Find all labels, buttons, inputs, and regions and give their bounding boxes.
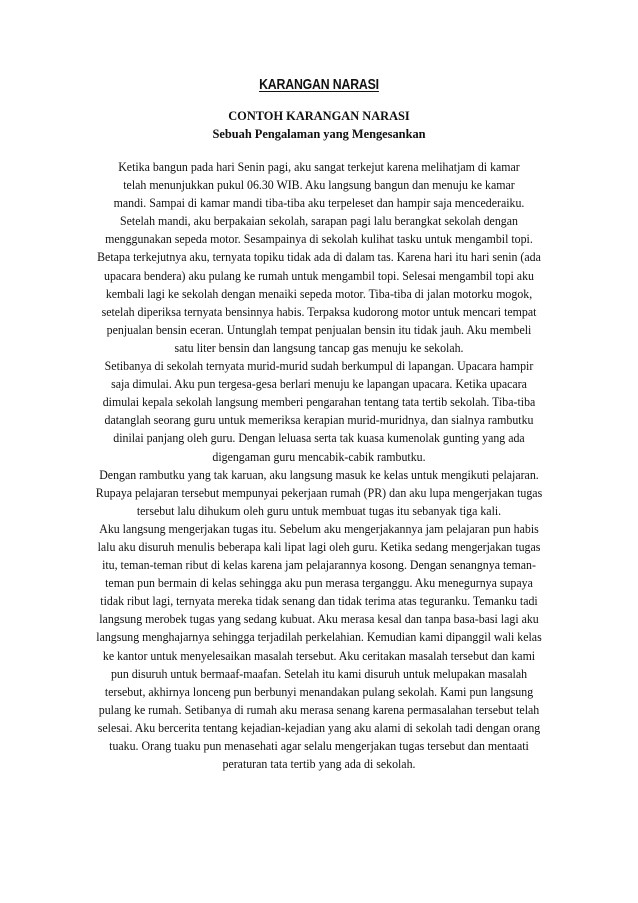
text-line: langsung merobek tugas yang sedang kubuat. Aku merasa kesal dan tanpa basa-basi lagi aku	[99, 612, 539, 627]
text-line: teman pun bermain di kelas sehingga aku pun merasa terganggu. Aku menegurnya supaya	[105, 576, 533, 591]
text-line: ke kantor untuk menyelesaikan masalah tersebut. Aku ceritakan masalah tersebut dan kami	[102, 648, 536, 663]
text-line: saja dimulai. Aku pun tergesa-gesa berlari menuju ke lapangan upacara. Ketika upacara	[111, 377, 527, 392]
text-line: tersebut, akhirnya lonceng pun berbunyi menandakan pulang sekolah. Kami pun langsung	[104, 684, 534, 699]
text-line: menggunakan sepeda motor. Sesampainya di sekolah kulihat tasku untuk mengambil topi.	[105, 232, 533, 247]
narrative-body	[0, 158, 638, 773]
text-line: lalu aku disuruh menulis beberapa kali lipat lagi oleh guru. Ketika sedang mengerjakan tugas	[97, 539, 541, 554]
document-subheading: Sebuah Pengalaman yang Mengesankan	[212, 127, 426, 141]
text-line: pulang ke rumah. Setibanya di rumah aku merasa senang karena permasalahan tersebut telah	[98, 702, 540, 717]
text-line: dinilai panjang oleh guru. Dengan leluasa serta tak kuasa kumenolak gunting yang ada	[113, 431, 525, 446]
text-line: tidak ribut lagi, ternyata mereka tidak senang dan tidak terima atas teguranku. Temanku tadi	[100, 594, 538, 609]
text-line: mandi. Sampai di kamar mandi tiba-tiba aku terpeleset dan hampir saja mencederaiku.	[113, 196, 525, 211]
text-line: Aku langsung mengerjakan tugas itu. Sebelum aku mengerjakannya jam pelajaran pun habis	[99, 521, 539, 536]
text-line: kembali lagi ke sekolah dengan menaiki sepeda motor. Tiba-tiba di jalan motorku mogok,	[105, 286, 533, 301]
document-subtitle: CONTOH KARANGAN NARASI	[228, 109, 410, 123]
text-line: Dengan rambutku yang tak karuan, aku langsung masuk ke kelas untuk mengikuti pelajaran.	[99, 467, 539, 482]
text-line: digengaman guru mencabik-cabik rambutku.	[212, 449, 426, 464]
text-line: tuaku. Orang tuaku pun menasehati agar selalu mengerjakan tugas tersebut dan mentaati	[109, 739, 529, 753]
text-line: Ketika bangun pada hari Senin pagi, aku sangat terkejut karena melihatjam di kamar	[118, 160, 520, 174]
text-line: datanglah seorang guru untuk memeriksa kerapian murid-muridnya, dan sialnya rambutku	[104, 413, 534, 428]
text-line: dimulai kepala sekolah langsung memberi pengarahan tentang tata tertib sekolah. Tiba-tiba	[102, 395, 536, 410]
text-line: penjualan bensin eceran. Untunglah tempat penjualan bensin itu tidak jauh. Aku membeli	[106, 322, 532, 337]
text-line: upacara bendera) aku pulang ke rumah untuk mengambil topi. Selesai mengambil topi aku	[104, 268, 534, 283]
document-title: KARANGAN NARASI	[259, 76, 379, 93]
text-line: satu liter bensin dan langsung tancap gas menuju ke sekolah.	[174, 340, 464, 355]
text-line: itu, teman-teman ribut di kelas karena jam pelajarannya kosong. Dengan senangnya teman-	[102, 558, 536, 573]
text-line: selesai. Aku bercerita tentang kejadian-kejadian yang aku alami di sekolah tadi dengan orang	[97, 720, 541, 735]
text-line: Betapa terkejutnya aku, ternyata topiku tidak ada di dalam tas. Karena hari itu hari senin (ada	[97, 250, 541, 265]
text-line: langsung menghajarnya sehingga terjadilah perkelahian. Kemudian kami dipanggil wali kelas	[96, 630, 542, 645]
text-line: setelah diperiksa ternyata bensinnya habis. Terpaksa kudorong motor untuk mencari tempat	[101, 304, 537, 319]
text-line: telah menunjukkan pukul 06.30 WIB. Aku langsung bangun dan menuju ke kamar	[123, 178, 515, 193]
text-line: tersebut lalu dihukum oleh guru untuk membuat tugas itu sebanyak tiga kali.	[136, 503, 502, 518]
text-line: Setibanya di sekolah ternyata murid-murid sudah berkumpul di lapangan. Upacara hampir	[104, 359, 534, 374]
text-line: pun disuruh untuk bermaaf-maafan. Setelah itu kami disuruh untuk melupakan masalah	[110, 666, 528, 681]
text-line: Setelah mandi, aku berpakaian sekolah, sarapan pagi lalu berangkat sekolah dengan	[120, 214, 518, 229]
text-line: Rupaya pelajaran tersebut mempunyai pekerjaan rumah (PR) dan aku lupa mengerjakan tugas	[95, 485, 543, 500]
text-line: peraturan tata tertib yang ada di sekolah.	[222, 757, 416, 772]
